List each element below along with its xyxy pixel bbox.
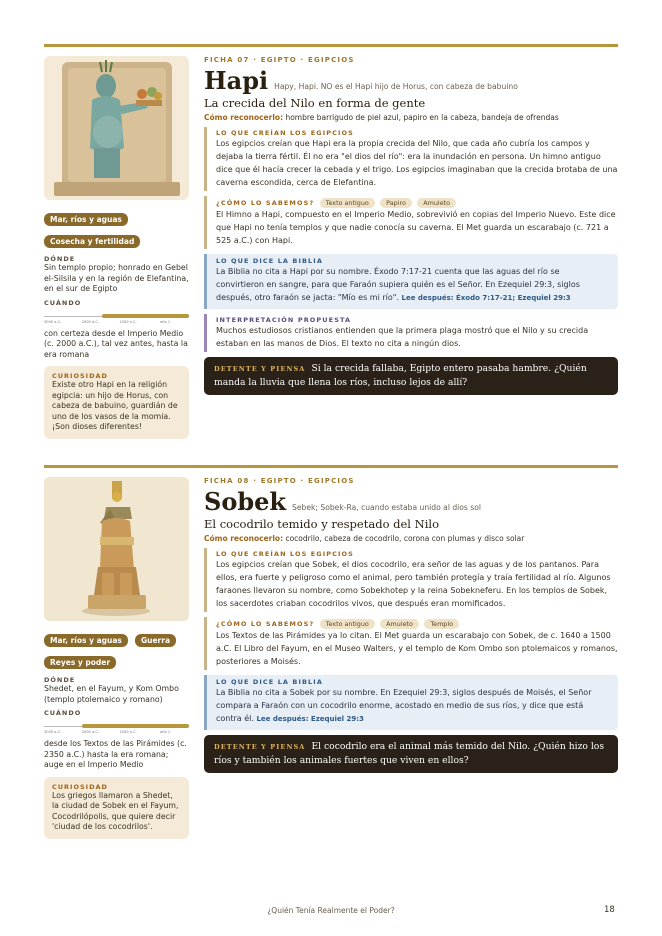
think-box [204, 357, 618, 395]
evidence-chip: Templo [424, 619, 459, 629]
curiosity-text: Existe otro Hapi en la religión egipcia: un hijo de Horus, con cabeza de babuino, guardián de uno de los vasos de la momia. ¡Son dioses diferentes! [52, 380, 178, 431]
evidence-chip: Texto antiguo [320, 619, 375, 629]
evidence-chip: Papiro [380, 198, 412, 208]
evidence-section [204, 617, 618, 670]
evidence-chip: Amuleto [417, 198, 456, 208]
category-tag: Reyes y poder [44, 656, 116, 669]
timeline-bar [102, 314, 189, 318]
when-text: desde los Textos de las Pirámides (c. 2350 a.C.) hasta la era romana; auge en el Imperio Medio [44, 739, 187, 769]
curiosity-label: CURIOSIDAD [52, 782, 108, 791]
evidence-text: El Himno a Hapi, compuesto en el Imperio Medio, sobrevivió en copias del Imperio Nuevo. Este dice que Hapi no tenía templos y que nadie conocía su caverna. El Met guarda un escarabajo (c. 721 a 525 a.C.) con Hapi. [216, 210, 616, 245]
timeline [44, 719, 189, 739]
hapi-relief-image [44, 56, 189, 200]
where-label: DÓNDE [44, 676, 76, 684]
timeline-tick: 1000 a.C. [119, 730, 137, 734]
believed-section [204, 127, 618, 191]
card-sidebar [44, 477, 189, 839]
curiosity-box [44, 366, 189, 439]
deity-aka: Hapy, Hapi. NO es el Hapi hijo de Horus, con cabeza de babuino [274, 82, 518, 91]
timeline-bar [82, 724, 189, 728]
when-text: con certeza desde el Imperio Medio (c. 2000 a.C.), tal vez antes, hasta la era romana [44, 328, 188, 359]
believed-label: LO QUE CREÍAN LOS EGIPCIOS [216, 550, 354, 558]
evidence-text: Los Textos de las Pirámides ya lo citan. El Met guarda un escarabajo con Sobek, de c. 1640 a 1500 a.C. El Libro del Fayum, en el Museo Walters, y el templo de Kom Ombo son ptolemaicos y romanos, posteriores a Moisés. [216, 631, 618, 666]
recognize-label: Cómo reconocerlo: [204, 113, 284, 122]
think-label: DETENTE Y PIENSA [214, 365, 306, 373]
recognize-line [204, 534, 618, 543]
category-tags [44, 628, 189, 672]
think-label: DETENTE Y PIENSA [214, 743, 306, 751]
believed-section [204, 548, 618, 612]
category-tag: Guerra [135, 634, 176, 647]
curiosity-box [44, 777, 189, 839]
page-footer: ¿Quién Tenía Realmente el Poder? [267, 906, 395, 915]
card-content [204, 56, 618, 395]
when-label: CUÁNDO [44, 298, 82, 307]
when-label: CUÁNDO [44, 709, 82, 717]
recognize-text: hombre barrigudo de piel azul, papiro en la cabeza, bandeja de ofrendas [283, 113, 559, 122]
category-tag: Cosecha y fertilidad [44, 235, 140, 248]
interpretation-section [204, 314, 618, 352]
recognize-line [204, 113, 618, 122]
recognize-text: cocodrilo, cabeza de cocodrilo, corona con plumas y disco solar [283, 534, 525, 543]
deity-subtitle: El cocodrilo temido y respetado del Nilo [204, 517, 439, 531]
evidence-header [216, 198, 618, 208]
evidence-label: ¿CÓMO LO SABEMOS? [216, 620, 315, 628]
card-kicker: FICHA 08 · EGIPTO · EGIPCIOS [204, 477, 355, 485]
recognize-label: Cómo reconocerlo: [204, 534, 284, 543]
evidence-label: ¿CÓMO LO SABEMOS? [216, 199, 315, 207]
timeline [44, 309, 189, 329]
evidence-chip: Texto antiguo [320, 198, 375, 208]
bible-reference: Lee después: Éxodo 7:17-21; Ezequiel 29:3 [401, 294, 571, 302]
interpretation-text: Muchos estudiosos cristianos entienden que la primera plaga mostró que el Nilo y su crecida estaban en las manos de Dios. El texto no cita a ningún dios. [216, 326, 589, 348]
think-box [204, 735, 618, 773]
timeline-tick: 3000 a.C. [44, 730, 62, 734]
evidence-header [216, 619, 618, 629]
category-tag: Mar, ríos y aguas [44, 634, 128, 647]
timeline-tick: 3000 a.C. [44, 319, 62, 324]
bible-section [204, 254, 618, 309]
card-rule [44, 465, 618, 468]
card-sidebar [44, 56, 189, 439]
where-text: Shedet, en el Fayum, y Kom Ombo (templo ptolemaico y romano) [44, 684, 179, 704]
page-number: 18 [604, 905, 615, 915]
bible-text: La Biblia no cita a Hapi por su nombre. Éxodo 7:17-21 cuenta que las aguas del río se convirtieron en sangre, para que Faraón supiera quién es el Señor. En Ezequiel 29:3, siglos después, otro faraón se jacta: "Mío es mi río". [216, 267, 580, 302]
timeline-tick: año 1 [160, 730, 171, 734]
timeline-tick: 1000 a.C. [119, 319, 137, 324]
card-content [204, 477, 618, 773]
category-tags [44, 207, 189, 251]
where-label: DÓNDE [44, 255, 76, 263]
deity-subtitle: La crecida del Nilo en forma de gente [204, 96, 426, 110]
believed-label: LO QUE CREÍAN LOS EGIPCIOS [216, 129, 354, 137]
deity-name: Hapi [204, 66, 269, 95]
believed-text: Los egipcios creían que Hapi era la propia crecida del Nilo, que cada año cubría los campos y dejaba la tierra fértil. Él no era "el dios del río": era la inundación en persona. Un himno antiguo dice que él hacía crecer la cebada y el trigo. Los egipcios imaginaban que la crecida brotaba de una caverna escondida, cerca de Elefantina. [216, 139, 618, 187]
timeline-tick: 2000 a.C. [81, 730, 99, 734]
evidence-chip: Amuleto [380, 619, 419, 629]
timeline-tick: año 1 [160, 319, 171, 324]
timeline-tick: 2000 a.C. [81, 319, 99, 324]
believed-text: Los egipcios creían que Sobek, el dios cocodrilo, era señor de las aguas y de los pantanos. Para ellos, era fuerte y peligroso como el animal, pero también protegía y traía fertilidad al río. Algunos faraones llevaron su nombre, como Sobekhotep y la reina Sobekneferu. En los templos de Sobek, los sacerdotes criaban cocodrilos vivos, que después eran momificados. [216, 560, 611, 608]
bible-reference: Lee después: Ezequiel 29:3 [256, 715, 364, 723]
deity-aka: Sebek; Sobek-Ra, cuando estaba unido al dios sol [292, 503, 482, 512]
sobek-statue-image [44, 477, 189, 621]
bible-section [204, 675, 618, 730]
deity-name: Sobek [204, 487, 287, 516]
think-text: Si la crecida fallaba, Egipto entero pasaba hambre. ¿Quién manda la lluvia que llena los ríos, incluso lejos de allí? [214, 363, 587, 388]
curiosity-label: CURIOSIDAD [52, 372, 108, 380]
card-hapi [44, 44, 618, 431]
card-sobek [44, 465, 618, 831]
category-tag: Mar, ríos y aguas [44, 213, 128, 226]
card-kicker: FICHA 07 · EGIPTO · EGIPCIOS [204, 56, 355, 64]
bible-label: LO QUE DICE LA BIBLIA [216, 257, 323, 265]
where-text: Sin templo propio; honrado en Gebel el-Silsila y en la región de Elefantina, en el sur de Egipto [44, 263, 189, 293]
bible-label: LO QUE DICE LA BIBLIA [216, 678, 323, 686]
evidence-section [204, 196, 618, 249]
interpretation-label: INTERPRETACIÓN PROPUESTA [216, 316, 352, 324]
card-rule [44, 44, 618, 47]
curiosity-text: Los griegos llamaron a Shedet, la ciudad de Sobek en el Fayum, Cocodrilópolis, que quiere decir 'ciudad de los cocodrilos'. [52, 790, 179, 831]
think-text: El cocodrilo era el animal más temido del Nilo. ¿Quién hizo los ríos y también los animales fuertes que viven en ellos? [214, 741, 605, 766]
bible-text: La Biblia no cita a Sobek por su nombre. En Ezequiel 29:3, siglos después de Moisés, el Señor compara a Faraón con un cocodrilo enorme, acostado en medio de sus ríos, y dice que está contra él. [216, 688, 592, 723]
